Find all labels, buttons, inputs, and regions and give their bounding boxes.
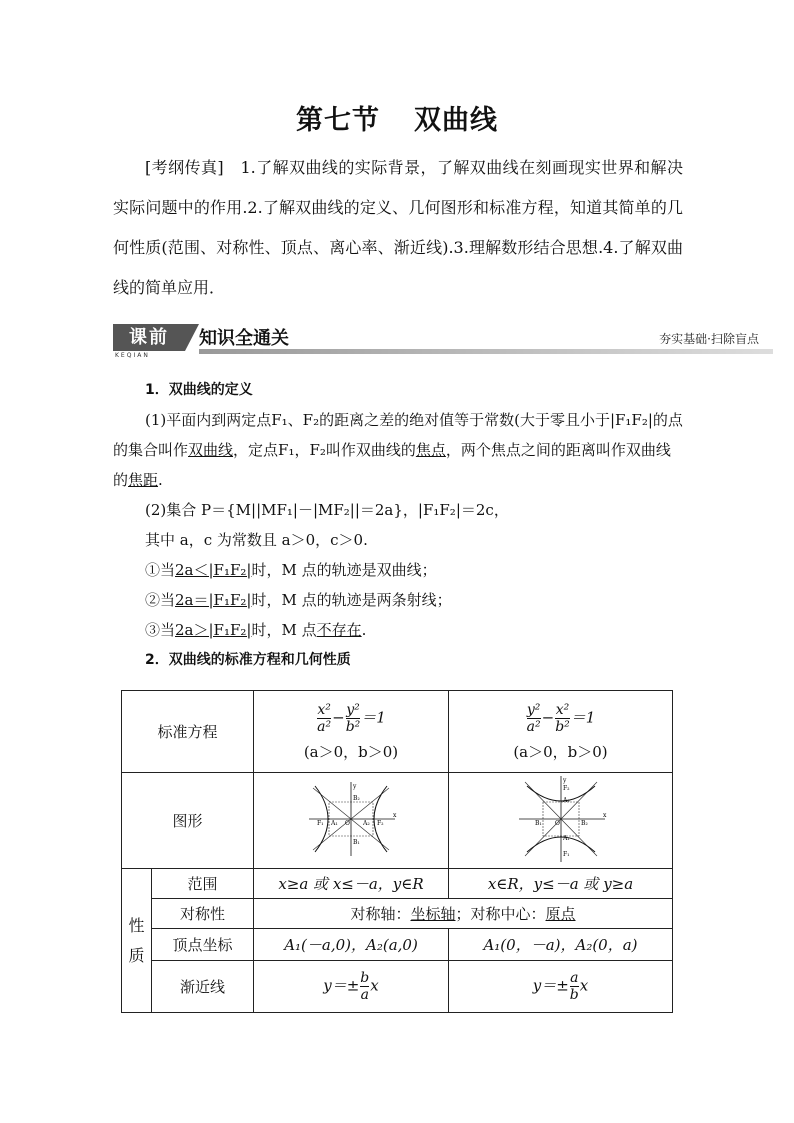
exam-outline <box>113 148 683 308</box>
hyperbola-table <box>121 690 673 1013</box>
sym-axis: 坐标轴 <box>410 905 456 923</box>
svg-text:B₁: B₁ <box>534 819 542 827</box>
range-label: 范围 <box>152 869 254 899</box>
case-2-a: ②当 <box>145 591 176 609</box>
banner-tab-arrow <box>185 324 199 351</box>
table-row-std <box>122 691 673 773</box>
svg-text:O: O <box>345 819 350 827</box>
prop-label-text: 性质 <box>128 915 145 965</box>
case-3-result: 不存在 <box>316 621 362 639</box>
svg-text:F₂: F₂ <box>377 819 384 827</box>
constants-note: 其中 a，c 为常数且 a＞0，c＞0. <box>145 531 368 549</box>
def-text-3: ，两个焦点之间的距离叫作双曲线的 <box>113 441 671 489</box>
case-3-cond: 2a＞|F₁F₂| <box>175 621 252 639</box>
banner-tab: 课前 <box>113 324 185 351</box>
std-eq-2: $\frac{\text{y²}}{\text{a²}}$ − $\frac{\text{x²}}{\text{b²}}$ ＝1 (a＞0，b＞0) <box>449 691 673 773</box>
table-row-range <box>122 869 673 899</box>
hyperbola-horizontal-figure <box>301 778 401 860</box>
title-part2: 双曲线 <box>414 105 498 136</box>
table-row-figure <box>122 773 673 869</box>
svg-text:F₁: F₁ <box>317 819 324 827</box>
svg-text:A₂: A₂ <box>562 796 570 804</box>
table-row-symmetry <box>122 899 673 929</box>
hyperbola-vertical-figure <box>511 774 611 864</box>
sym-b: ；对称中心： <box>455 905 546 923</box>
svg-text:x: x <box>602 811 606 819</box>
svg-text:y: y <box>562 776 566 784</box>
def-underline-3: 焦距 <box>128 471 159 489</box>
svg-text:F₂: F₂ <box>562 784 570 792</box>
title-part1: 第七节 <box>296 105 380 136</box>
svg-text:A₁: A₁ <box>331 819 338 827</box>
svg-text:A₂: A₂ <box>363 819 370 827</box>
asym-label: 渐近线 <box>152 961 254 1013</box>
asym-2: y＝± $\frac{a}{b}$ x <box>449 961 673 1013</box>
def-text-2: ，定点F₁，F₂叫作双曲线的 <box>233 441 416 459</box>
range-2: x∈R，y≤－a 或 y≥a <box>449 869 673 899</box>
case-1-a: ①当 <box>145 561 176 579</box>
range-1: x≥a 或 x≤－a，y∈R <box>254 869 449 899</box>
svg-text:F₁: F₁ <box>562 850 570 858</box>
case-1-cond: 2a＜|F₁F₂| <box>175 561 252 579</box>
def-underline-1: 双曲线 <box>188 441 234 459</box>
def-text: (1)平面内到两定点F₁、F₂的距离之差的绝对值等于常数(大于零且小于|F₁F₂|的点的集合叫作 <box>113 411 683 459</box>
case-2 <box>113 585 683 615</box>
svg-text:A₁: A₁ <box>562 834 570 842</box>
case-3-b: 时，M 点 <box>251 621 317 639</box>
case-1 <box>113 555 683 585</box>
case-3-a: ③当 <box>145 621 176 639</box>
svg-text:O: O <box>554 819 560 827</box>
svg-text:B₂: B₂ <box>580 819 588 827</box>
def-text-end: . <box>158 471 163 489</box>
section-banner <box>113 322 773 362</box>
figure-horizontal <box>254 773 449 869</box>
std-eq-2-cond: (a＞0，b＞0) <box>513 742 608 761</box>
case-3-end: . <box>361 621 367 639</box>
definition-paragraph <box>113 405 683 495</box>
sym-center: 原点 <box>545 905 576 923</box>
set-definition: (2)集合 P＝{M||MF₁|－|MF₂||＝2a}，|F₁F₂|＝2c， <box>145 501 509 519</box>
page-title <box>0 98 794 137</box>
svg-text:x: x <box>393 811 397 819</box>
sym-a: 对称轴： <box>350 905 411 923</box>
def-underline-2: 焦点 <box>415 441 446 459</box>
case-2-cond: 2a＝|F₁F₂| <box>175 591 252 609</box>
case-1-b: 时，M 点的轨迹是双曲线； <box>251 561 437 579</box>
vert-label: 顶点坐标 <box>152 929 254 961</box>
banner-bar <box>199 349 773 354</box>
vert-2: A₁(0，－a)，A₂(0，a) <box>449 929 673 961</box>
prop-label <box>122 869 152 1013</box>
case-2-b: 时，M 点的轨迹是两条射线； <box>251 591 452 609</box>
svg-text:B₁: B₁ <box>353 838 360 846</box>
table-row-vertex <box>122 929 673 961</box>
table-row-asymptote <box>122 961 673 1013</box>
vert-1: A₁(－a,0)，A₂(a,0) <box>254 929 449 961</box>
figure-label: 图形 <box>122 773 254 869</box>
banner-heading: 知识全通关 <box>199 328 289 349</box>
section2-title: 2．双曲线的标准方程和几何性质 <box>145 652 351 668</box>
content-body <box>113 375 683 675</box>
std-eq-1-cond: (a＞0，b＞0) <box>303 742 399 761</box>
banner-right-text: 夯实基础·扫除盲点 <box>659 332 759 346</box>
asym-1: y＝± $\frac{b}{a}$ x <box>254 961 449 1013</box>
svg-text:y: y <box>353 782 357 790</box>
svg-text:B₂: B₂ <box>353 794 360 802</box>
case-3 <box>113 615 683 645</box>
sym-label: 对称性 <box>152 899 254 929</box>
std-label: 标准方程 <box>122 691 254 773</box>
banner-tab-sub: KEQIAN <box>115 352 150 359</box>
exam-outline-text: [考纲传真] 1.了解双曲线的实际背景，了解双曲线在刻画现实世界和解决实际问题中的作用.2.了解双曲线的定义、几何图形和标准方程，知道其简单的几何性质(范围、对称性、顶点、离心率、渐近线).3.理解数形结合思想.4.了解双曲线的简单应用． <box>113 158 683 297</box>
figure-vertical <box>449 773 673 869</box>
std-eq-1: $\frac{\text{x²}}{\text{a²}}$ − $\frac{\text{y²}}{\text{b²}}$ ＝1 (a＞0，b＞0) <box>254 691 449 773</box>
section1-title: 1．双曲线的定义 <box>145 382 253 398</box>
sym-value <box>254 899 673 929</box>
